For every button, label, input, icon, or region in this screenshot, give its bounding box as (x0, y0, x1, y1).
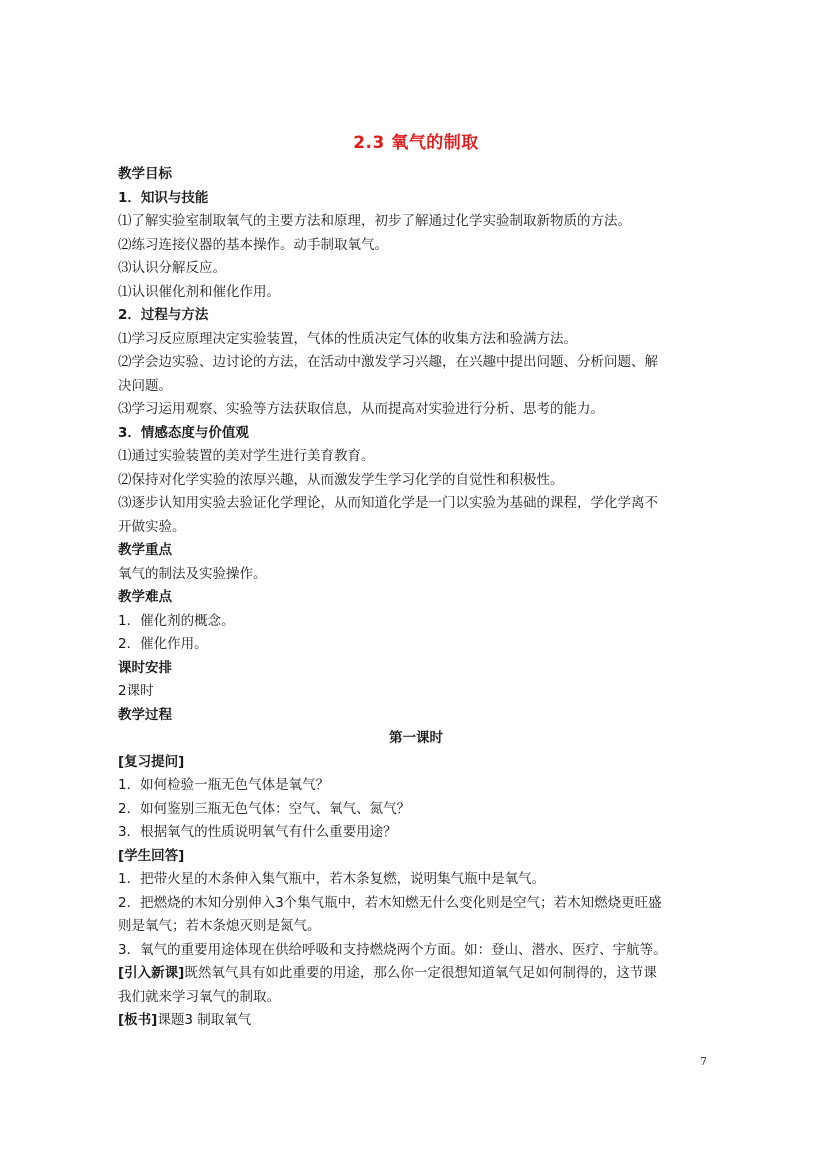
text-line: ⑶逐步认知用实验去验证化学理论，从而知道化学是一门以实验为基础的课程，学化学离不 (118, 495, 658, 511)
line-rest: 既然氧气具有如此重要的用途，那么你一定很想知道氧气足如何制得的，这节课 (184, 965, 657, 981)
text-line: ⑴学习反应原理决定实验装置，气体的性质决定气体的收集方法和验满方法。 (118, 330, 577, 347)
text-line: 1．把带火星的木条伸入集气瓶中，若木条复燃，说明集气瓶中是氧气。 (118, 871, 546, 887)
section-heading: 3．情感态度与价值观 (118, 424, 249, 441)
text-line: 开做实验。 (118, 518, 186, 535)
text-line: 氧气的制法及实验操作。 (118, 565, 267, 582)
text-line: 我们就来学习氧气的制取。 (118, 988, 280, 1005)
text-line (118, 962, 714, 986)
section-heading: [学生回答] (118, 847, 185, 864)
page-number: 7 (700, 1055, 707, 1068)
text-line: ⑶学习运用观察、实验等方法获取信息，从而提高对实验进行分析、思考的能力。 (118, 401, 604, 417)
text-line: ⑶认识分解反应。 (118, 260, 226, 276)
section-heading: [复习提问] (118, 753, 185, 770)
text-line: 2．把燃烧的木知分别伸入3个集气瓶中，若木知燃无什么变化则是空气；若木知燃烧更旺盛 (118, 894, 662, 911)
document-body (118, 163, 714, 1033)
text-line: 则是氧气；若木条熄灭则是氮气。 (118, 918, 321, 934)
section-heading: 教学难点 (118, 589, 172, 605)
text-line: 2课时 (118, 683, 154, 699)
text-line: 2．催化作用。 (118, 636, 208, 652)
document-page (118, 128, 714, 1033)
text-line: ⑴了解实验室制取氧气的主要方法和原理，初步了解通过化学实验制取新物质的方法。 (118, 213, 631, 229)
text-line (118, 1009, 714, 1033)
section-heading: 1．知识与技能 (118, 189, 209, 206)
line-rest: 课题3 制取氧气 (157, 1012, 252, 1028)
text-line: ⑴认识催化剂和催化作用。 (118, 283, 280, 300)
text-line: 1．如何检验一瓶无色气体是氧气？ (118, 777, 330, 793)
text-line: ⑵学会边实验、边讨论的方法，在活动中激发学习兴趣，在兴趣中提出问题、分析问题、解 (118, 354, 658, 370)
section-heading: 课时安排 (118, 659, 172, 676)
section-heading: 2．过程与方法 (118, 307, 209, 323)
section-heading: 教学过程 (118, 706, 172, 723)
section-heading: 教学目标 (118, 166, 172, 182)
text-line: 2．如何鉴别三瓶无色气体：空气、氧气、氮气？ (118, 800, 411, 817)
line-lead: [引入新课] (118, 965, 185, 981)
line-lead: [板书] (118, 1012, 158, 1028)
text-line: 决问题。 (118, 377, 172, 394)
text-line: 3．根据氧气的性质说明氧气有什么重要用途？ (118, 824, 397, 840)
document-title: 2.3 氧气的制取 (353, 133, 479, 153)
text-line: ⑵保持对化学实验的浓厚兴趣，从而激发学生学习化学的自觉性和积极性。 (118, 471, 564, 488)
text-line: 1．催化剂的概念。 (118, 612, 235, 629)
section-heading: 教学重点 (118, 542, 172, 558)
text-line: ⑴通过实验装置的美对学生进行美育教育。 (118, 448, 375, 464)
subsection-heading: 第一课时 (389, 730, 443, 746)
text-line: 3．氧气的重要用途体现在供给呼吸和支持燃烧两个方面。如：登山、潜水、医疗、宇航等。 (118, 941, 667, 958)
text-line: ⑵练习连接仪器的基本操作。动手制取氧气。 (118, 236, 388, 253)
